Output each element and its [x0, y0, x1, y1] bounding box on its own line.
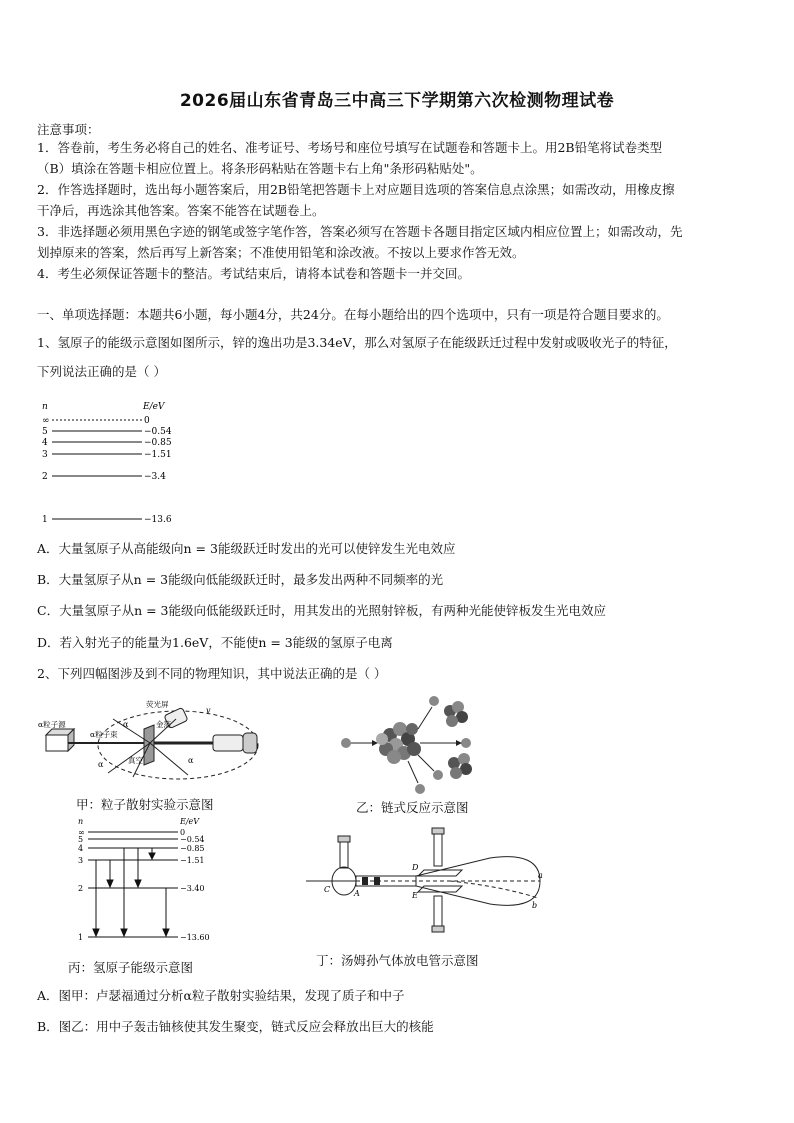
- level-energy: −0.85: [180, 844, 205, 853]
- q1-stem: 1、氢原子的能级示意图如图所示，锌的逸出功是3.34eV，那么对氢原子在能级跃迁过程中发射或吸收光子的特征，: [37, 335, 677, 350]
- level-energy: −0.54: [144, 427, 172, 437]
- label-alpha: α: [123, 720, 129, 729]
- notice-line: 3．非选择题必须用黑色字迹的钢笔或签字笔作答，答案必须写在答题卡各题目指定区域内相应位置上；如需改动，先: [37, 224, 683, 239]
- level-energy: 0: [144, 416, 150, 426]
- caption-ding: 丁：汤姆孙气体放电管示意图: [316, 953, 479, 968]
- level-energy: −3.4: [144, 472, 166, 482]
- level-n: 3: [78, 856, 84, 865]
- deflection-plate-d: [418, 870, 462, 876]
- caption-bing: 丙：氢原子能级示意图: [68, 960, 194, 975]
- section-heading: 一、单项选择题：本题共6小题，每小题4分，共24分。在每小题给出的四个选项中，只有一项是符合题目要求的。: [37, 307, 669, 322]
- level-energy: 0: [180, 828, 186, 837]
- q2-option-b: B．图乙：用中子轰击铀核使其发生聚变，链式反应会释放出巨大的核能: [37, 1019, 434, 1034]
- uranium-nucleus: [376, 722, 421, 764]
- microscope: [213, 735, 243, 751]
- notice-line: 干净后，再选涂其他答案。答案不能答在试题卷上。: [37, 203, 325, 218]
- fig-alpha-scattering: [38, 697, 268, 792]
- label-screen: 荧光屏: [146, 700, 169, 709]
- level-n: 2: [42, 472, 48, 482]
- page-title: 2026届山东省青岛三中高三下学期第六次检测物理试卷: [179, 91, 615, 111]
- level-energy: −13.6: [144, 515, 172, 525]
- q1-option-a: A．大量氢原子从高能级向n = 3能级跃迁时发出的光可以使锌发生光电效应: [37, 541, 456, 556]
- notice-line: 划掉原来的答案，然后再写上新答案；不准使用铅笔和涂改液。不按以上要求作答无效。: [37, 245, 525, 260]
- label-alpha: α: [98, 760, 104, 769]
- level-energy: −1.51: [180, 856, 205, 865]
- label-v: v: [206, 706, 211, 715]
- fig-thomson-tube: [300, 826, 550, 936]
- caption-jia: 甲：粒子散射实验示意图: [76, 797, 214, 812]
- level-n: 4: [78, 844, 84, 853]
- label-alpha-source: α粒子源: [38, 720, 66, 729]
- fission-fragment: [444, 701, 468, 727]
- energy-axis-label: E/eV: [180, 817, 200, 826]
- q1-stem: 下列说法正确的是（ ）: [37, 364, 166, 379]
- level-energy: −0.85: [144, 438, 172, 448]
- level-energy: −0.54: [180, 835, 205, 844]
- q1-option-c: C．大量氢原子从n = 3能级向低能级跃迁时，用其发出的光照射锌板，有两种光能使锌板发生光电效应: [37, 603, 606, 618]
- neutron: [433, 770, 443, 780]
- label-c: C: [324, 885, 331, 894]
- label-e: E: [412, 891, 418, 900]
- level-n: 3: [42, 450, 48, 460]
- neutron: [415, 784, 425, 794]
- notice-line: 2．作答选择题时，选出每小题答案后，用2B铅笔把答题卡上对应题目选项的答案信息点涂黑；如需改动，用橡皮擦: [37, 182, 675, 197]
- alpha-source-box: [46, 735, 68, 751]
- q1-option-b: B．大量氢原子从n = 3能级向低能级跃迁时，最多发出两种不同频率的光: [37, 572, 444, 587]
- level-n: 4: [42, 438, 48, 448]
- notice-line: 4．考生必须保证答题卡的整洁。考试结束后，请将本试卷和答题卡一并交回。: [37, 266, 470, 281]
- level-n: 5: [42, 427, 48, 437]
- label-d: D: [412, 863, 419, 872]
- fig-chain-reaction: [338, 695, 478, 795]
- energy-axis-label: E/eV: [143, 402, 165, 412]
- level-energy: −13.60: [180, 933, 210, 942]
- n-axis-label: n: [42, 402, 48, 412]
- notice-heading: 注意事项：: [37, 122, 100, 137]
- neutron: [461, 738, 471, 748]
- q1-option-d: D．若入射光子的能量为1.6eV，不能使n = 3能级的氢原子电离: [37, 635, 393, 650]
- q2-stem: 2、下列四幅图涉及到不同的物理知识，其中说法正确的是（ ）: [37, 666, 387, 681]
- level-n: 1: [42, 515, 48, 525]
- level-n: 2: [78, 884, 84, 893]
- label-foil: 金箔: [156, 720, 171, 729]
- neutron: [429, 696, 439, 706]
- notice-line: （B）填涂在答题卡相应位置上。将条形码粘贴在答题卡右上角"条形码粘贴处"。: [37, 161, 483, 176]
- level-n: ∞: [42, 416, 50, 426]
- level-energy: −1.51: [144, 450, 172, 460]
- neutron: [341, 738, 351, 748]
- level-n: 1: [78, 933, 84, 942]
- fig-energy-levels: [76, 816, 226, 946]
- q1-energy-level-diagram: [38, 395, 178, 530]
- label-vacuum: 真空: [128, 756, 143, 765]
- level-n: ∞: [78, 828, 85, 837]
- level-n: 5: [78, 835, 84, 844]
- deflection-plate-e: [418, 886, 462, 892]
- fission-fragment: [448, 753, 472, 779]
- q2-option-a: A．图甲：卢瑟福通过分析α粒子散射实验结果，发现了质子和中子: [37, 988, 405, 1003]
- label-b-point: b: [532, 901, 538, 910]
- label-a: A: [354, 889, 360, 898]
- level-energy: −3.40: [180, 884, 205, 893]
- label-a-point: a: [538, 871, 543, 880]
- notice-line: 1．答卷前，考生务必将自己的姓名、准考证号、考场号和座位号填写在试题卷和答题卡上。用2B铅笔将试卷类型: [37, 140, 663, 155]
- n-axis-label: n: [78, 817, 84, 826]
- label-alpha-beam: α粒子束: [90, 730, 118, 739]
- label-alpha: α: [188, 756, 194, 765]
- transition-arrows: [93, 848, 169, 936]
- caption-yi: 乙：链式反应示意图: [356, 800, 469, 815]
